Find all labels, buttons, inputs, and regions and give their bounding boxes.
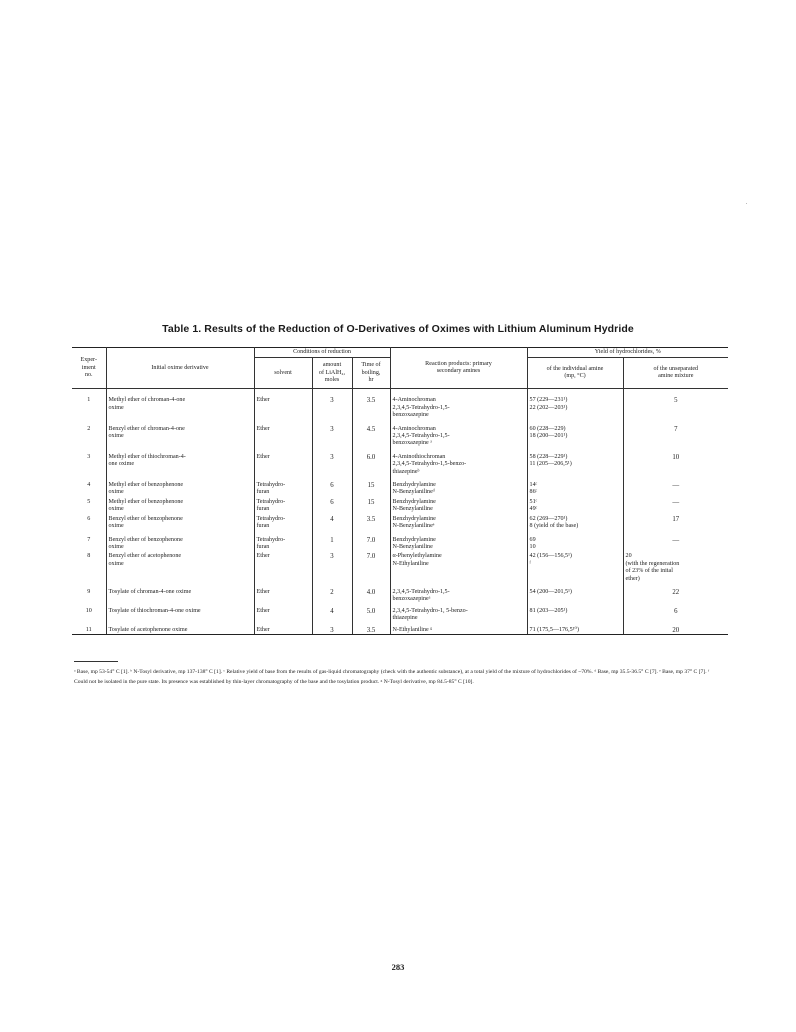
individual-yield-cell: 14ᶜ 86ᶜ [527,476,623,497]
time-cell: 4.0 [352,583,390,604]
solvent-cell: Ether [254,420,312,448]
header-conditions: Conditions of reduction [254,348,390,358]
solvent-cell: Tetrahydro- furan [254,497,312,514]
initial-derivative-cell: Benzyl ether of benzophenone oxime [106,514,254,531]
amount-cell: 6 [312,476,352,497]
individual-yield-cell: 62 (269—270¹) 8 (yield of the base) [527,514,623,531]
initial-derivative-cell: Tosylate of acetophenone oxime [106,623,254,635]
table-row [72,420,728,448]
initial-derivative-cell: Methyl ether of chroman-4-one oxime [106,389,254,420]
reaction-products-cell: α-Phenylethylamine N-Ethylaniline [390,551,527,583]
amount-cell: 3 [312,389,352,420]
reaction-products-cell: 2,3,4,5-Tetrahydro-1, 5-benzo- thiazepine [390,604,527,623]
results-table [72,347,728,635]
initial-derivative-cell: Benzyl ether of acetophenone oxime [106,551,254,583]
individual-yield-cell: 51ᶜ 49ᶜ [527,497,623,514]
row-number: 7 [72,531,106,552]
amount-cell: 3 [312,551,352,583]
time-cell: 3.5 [352,514,390,531]
amount-cell: 2 [312,583,352,604]
header-amount: amount of LiAlH₄, moles [312,358,352,389]
reaction-products-cell: 2,3,4,5-Tetrahydro-1,5- benzoxazepineᵃ [390,583,527,604]
reaction-products-cell: 4-Aminochroman 2,3,4,5-Tetrahydro-1,5- benzoxazepine [390,389,527,420]
amount-cell: 3 [312,623,352,635]
amount-cell: 1 [312,531,352,552]
solvent-cell: Ether [254,389,312,420]
scan-speck [746,203,747,204]
time-cell: 5.0 [352,604,390,623]
reaction-products-cell: Benzhydrylamine N-Benzylanilineᵈ [390,476,527,497]
header-products: Reaction products: primary secondary amines [390,348,527,389]
table-row [72,389,728,420]
amount-cell: 4 [312,604,352,623]
table-row [72,531,728,552]
mixture-yield-cell: 22 [672,588,680,596]
table-row [72,497,728,514]
time-cell: 6.0 [352,448,390,476]
time-cell: 3.5 [352,623,390,635]
time-cell: 7.0 [352,531,390,552]
reaction-products-cell: N-Ethylaniline ᵍ [390,623,527,635]
table-row [72,604,728,623]
time-cell: 15 [352,497,390,514]
footnotes: ᵃ Base, mp 53-54° C [1]. ᵇ N-Tosyl derivative, mp 137-138° C [1]. ᶜ Relative yield of base from the results of gas-liquid chromatography (check with the authentic substance), at a total yield of the mixture of hydrochlorides of ~70%. ᵈ Base, mp 35.5-36.5° C [7]. ᵉ Base, mp 37° C [7]. ᶠ Could not be isolated in the pure state. Its presence was established by thin-layer chromatography of the base and the tosylation product. ᵍ N-Tosyl derivative, mp 84.5-85° C [10]. [74,669,710,685]
row-number: 9 [72,583,106,604]
solvent-cell: Ether [254,623,312,635]
individual-yield-cell: 42 (156—156,5¹) ᶠ [527,551,623,583]
solvent-cell: Tetrahydro- furan [254,514,312,531]
header-unseparated-mixture: of the unseparated amine mixture [623,358,728,389]
initial-derivative-cell: Tosylate of chroman-4-one oxime [106,583,254,604]
mixture-yield-cell: 10 [672,453,680,461]
reaction-products-cell: 4-Aminochroman 2,3,4,5-Tetrahydro-1,5- benzoxazepine ᵃ [390,420,527,448]
initial-derivative-cell: Benzyl ether of chroman-4-one oxime [106,420,254,448]
solvent-cell: Ether [254,604,312,623]
initial-derivative-cell: Benzyl ether of benzophenone oxime [106,531,254,552]
reaction-products-cell: Benzhydrylamine N-Benzylanilineᵉ [390,514,527,531]
header-yield: Yield of hydrochlorides, % [527,348,728,358]
mixture-yield-cell: 20 (with the regeneration of 23% of the inital ether) [625,553,680,582]
row-number: 8 [72,551,106,583]
header-experiment-no: Exper- iment no. [72,348,106,389]
time-cell: 15 [352,476,390,497]
table-row [72,551,728,583]
mixture-yield-cell: — [672,498,680,506]
individual-yield-cell: 69 10 [527,531,623,552]
solvent-cell: Ether [254,551,312,583]
mixture-yield-cell: 7 [674,425,678,433]
reaction-products-cell: Benzhydrylamine N-Benzylaniline [390,531,527,552]
row-number: 5 [72,497,106,514]
row-number: 4 [72,476,106,497]
page-number: 283 [391,962,405,972]
footnote-rule [74,661,118,662]
table-title: Table 1. Results of the Reduction of O-Derivatives of Oximes with Lithium Aluminum Hydride [162,323,634,335]
amount-cell: 4 [312,514,352,531]
row-number: 11 [72,623,106,635]
reaction-products-cell: Benzhydrylamine N-Benzylaniline [390,497,527,514]
mixture-yield-cell: 20 [623,623,728,635]
header-individual-amine: of the individual amine (mp, °C) [527,358,623,389]
solvent-cell: Tetrahydro- furan [254,476,312,497]
individual-yield-cell: 71 (175,5—176,5¹⁰) [527,623,623,635]
mixture-yield-cell: — [672,482,680,490]
mixture-yield-cell: 17 [672,515,680,523]
individual-yield-cell: 60 (228—229) 18 (200—201¹) [527,420,623,448]
solvent-cell: Ether [254,583,312,604]
time-cell: 3.5 [352,389,390,420]
row-number: 2 [72,420,106,448]
individual-yield-cell: 81 (203—205¹) [527,604,623,623]
initial-derivative-cell: Methyl ether of benzophenone oxime [106,476,254,497]
time-cell: 4.5 [352,420,390,448]
table-row [72,623,728,635]
initial-derivative-cell: Methyl ether of benzophenone oxime [106,497,254,514]
header-initial-derivative: Initial oxime derivative [106,348,254,389]
individual-yield-cell: 57 (229—231¹) 22 (202—203¹) [527,389,623,420]
individual-yield-cell: 58 (228—229¹) 11 (205—206,5¹) [527,448,623,476]
amount-cell: 3 [312,448,352,476]
table-row [72,448,728,476]
header-solvent: solvent [254,358,312,389]
individual-yield-cell: 54 (200—201,5¹) [527,583,623,604]
initial-derivative-cell: Tosylate of thiochroman-4-one oxime [106,604,254,623]
table-row [72,583,728,604]
solvent-cell: Ether [254,448,312,476]
row-number: 10 [72,604,106,623]
reaction-products-cell: 4-Aminothiochroman 2,3,4,5-Tetrahydro-1,5-benzo- thiazepineᵇ [390,448,527,476]
mixture-yield-cell: 6 [674,607,678,615]
amount-cell: 3 [312,420,352,448]
amount-cell: 6 [312,497,352,514]
row-number: 3 [72,448,106,476]
header-time: Time of boiling, hr [352,358,390,389]
mixture-yield-cell: 5 [674,397,678,405]
mixture-yield-cell: — [672,536,680,544]
row-number: 6 [72,514,106,531]
time-cell: 7.0 [352,551,390,583]
table-row [72,476,728,497]
solvent-cell: Tetrahydro- furan [254,531,312,552]
table-body [72,389,728,635]
initial-derivative-cell: Methyl ether of thiochroman-4- one oxime [106,448,254,476]
row-number: 1 [72,389,106,420]
table-row [72,514,728,531]
